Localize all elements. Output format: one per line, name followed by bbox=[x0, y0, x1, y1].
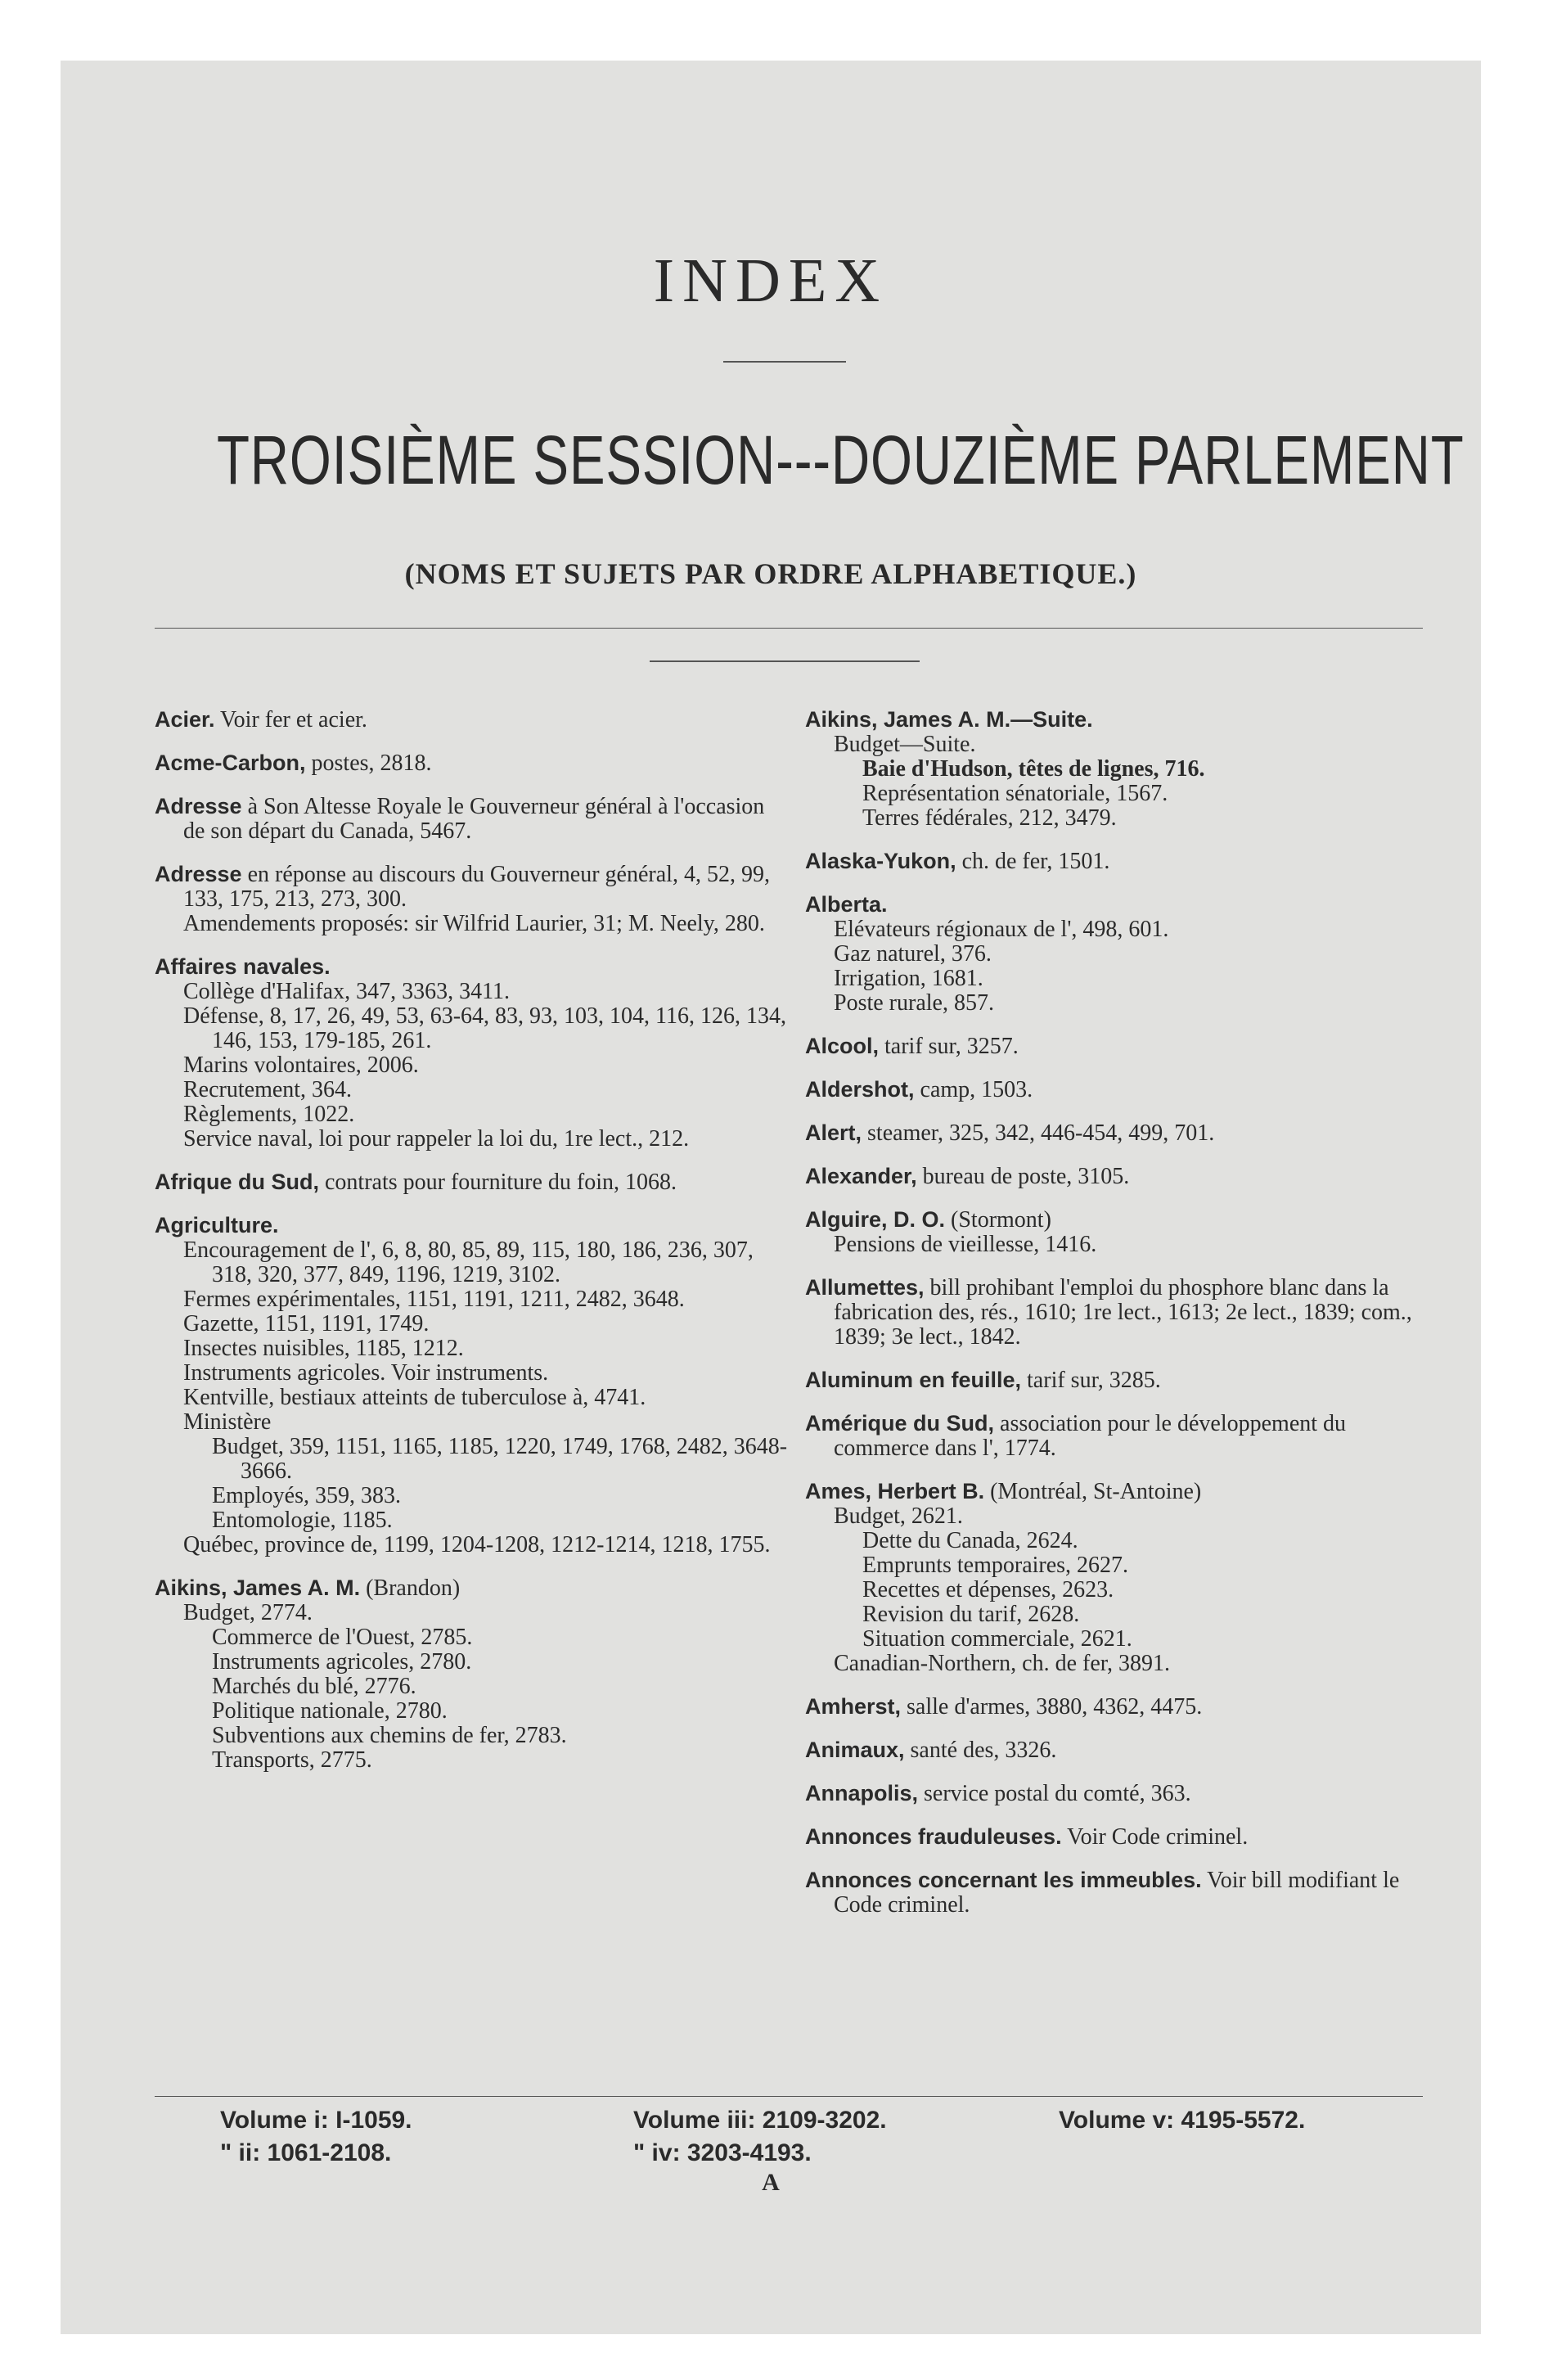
entry-head: Alaska-Yukon, bbox=[805, 849, 956, 873]
index-entry bbox=[805, 1824, 1439, 1850]
index-entry bbox=[155, 1170, 789, 1195]
left-column bbox=[155, 707, 789, 1791]
entry-text: association pour le développement du commerce dans l', 1774. bbox=[834, 1411, 1347, 1461]
entry-heading-line bbox=[805, 1694, 1439, 1720]
index-entry bbox=[805, 892, 1439, 1016]
index-entry bbox=[805, 1034, 1439, 1059]
entry-text: à Son Altesse Royale le Gouverneur général à l'occasion de son départ du Canada, 5467. bbox=[183, 794, 765, 844]
entry-head: Agriculture. bbox=[155, 1213, 279, 1237]
entry-head: Amherst, bbox=[805, 1694, 902, 1719]
entry-subline: Pensions de vieillesse, 1416. bbox=[834, 1232, 1097, 1257]
entry-head: Allumettes, bbox=[805, 1275, 925, 1300]
entry-subline: Règlements, 1022. bbox=[183, 1102, 355, 1127]
entry-heading-line bbox=[155, 707, 789, 732]
entry-heading-line bbox=[155, 1575, 789, 1601]
entry-subline: Subventions aux chemins de fer, 2783. bbox=[212, 1723, 567, 1748]
index-entry bbox=[805, 1738, 1439, 1763]
entry-subline: Revision du tarif, 2628. bbox=[862, 1602, 1080, 1627]
index-entry bbox=[805, 1275, 1439, 1350]
index-title: INDEX bbox=[653, 246, 889, 315]
entry-subline: Dette du Canada, 2624. bbox=[862, 1528, 1078, 1553]
entry-heading-line bbox=[155, 954, 789, 980]
entry-heading-line bbox=[155, 1213, 789, 1238]
entry-head: Alert, bbox=[805, 1120, 862, 1145]
entry-text: tarif sur, 3257. bbox=[879, 1034, 1019, 1059]
entry-head: Affaires navales. bbox=[155, 954, 331, 979]
entry-subline: Poste rurale, 857. bbox=[834, 990, 994, 1016]
entry-subline: Encouragement de l', 6, 8, 80, 85, 89, 115, 180, 186, 236, 307, 318, 320, 377, 849, 1196, 1219, 3102. bbox=[183, 1237, 754, 1287]
volume-5-range: Volume v: 4195-5572. bbox=[1059, 2107, 1306, 2134]
index-entry bbox=[805, 1164, 1439, 1189]
volume-3-range: Volume iii: 2109-3202. bbox=[633, 2107, 887, 2134]
entry-head: Aikins, James A. M. bbox=[155, 1575, 361, 1600]
index-entry bbox=[155, 954, 789, 1152]
entry-heading-line bbox=[805, 1164, 1439, 1189]
entry-heading-line bbox=[805, 1207, 1439, 1233]
entry-subline: Elévateurs régionaux de l', 498, 601. bbox=[834, 917, 1169, 942]
entry-heading-line bbox=[805, 1738, 1439, 1763]
entry-heading-line bbox=[805, 1479, 1439, 1504]
entry-text: en réponse au discours du Gouverneur général, 4, 52, 99, 133, 175, 213, 273, 300. bbox=[183, 862, 770, 912]
entry-heading-line bbox=[155, 1170, 789, 1195]
entry-head: Alberta. bbox=[805, 892, 888, 917]
entry-subline: Transports, 2775. bbox=[212, 1747, 372, 1773]
entry-head: Annapolis, bbox=[805, 1781, 919, 1805]
entry-head: Aldershot, bbox=[805, 1077, 915, 1102]
entry-text: ch. de fer, 1501. bbox=[956, 849, 1110, 874]
entry-text: bill prohibant l'emploi du phosphore blanc dans la fabrication des, rés., 1610; 1re lect., 1613; 2e lect., 1839; com., 1839; 3e lect., 1842. bbox=[834, 1275, 1412, 1350]
index-entry bbox=[805, 1368, 1439, 1393]
entry-subline: Entomologie, 1185. bbox=[212, 1508, 393, 1533]
entry-head: Aikins, James A. M.—Suite. bbox=[805, 707, 1093, 732]
entry-subline: Budget—Suite. bbox=[834, 732, 976, 757]
entry-heading-line bbox=[805, 1077, 1439, 1102]
entry-text: (Stormont) bbox=[945, 1207, 1051, 1233]
entry-subline: Défense, 8, 17, 26, 49, 53, 63-64, 83, 93, 103, 104, 116, 126, 134, 146, 153, 179-185, 261. bbox=[183, 1003, 787, 1053]
entry-head: Alguire, D. O. bbox=[805, 1207, 946, 1232]
entry-head: Animaux, bbox=[805, 1738, 905, 1762]
entry-text: camp, 1503. bbox=[914, 1077, 1033, 1102]
volume-2-range: " ii: 1061-2108. bbox=[220, 2139, 392, 2166]
entry-head: Acme-Carbon, bbox=[155, 751, 306, 775]
entry-subline: Instruments agricoles, 2780. bbox=[212, 1649, 472, 1675]
entry-heading-line bbox=[805, 1034, 1439, 1059]
entry-head: Aluminum en feuille, bbox=[805, 1368, 1022, 1392]
entry-subline: Budget, 359, 1151, 1165, 1185, 1220, 1749, 1768, 2482, 3648-3666. bbox=[212, 1434, 788, 1484]
entry-heading-line bbox=[805, 849, 1439, 874]
entry-text: bureau de poste, 3105. bbox=[916, 1164, 1130, 1189]
entry-head: Annonces concernant les immeubles. bbox=[805, 1868, 1202, 1892]
entry-head: Amérique du Sud, bbox=[805, 1411, 995, 1436]
index-entry bbox=[155, 794, 789, 844]
short-rule-top bbox=[723, 361, 846, 363]
index-entry bbox=[805, 1411, 1439, 1461]
index-entry bbox=[155, 1213, 789, 1557]
index-entry bbox=[805, 1781, 1439, 1806]
entry-subline: Employés, 359, 383. bbox=[212, 1483, 401, 1508]
entry-text: postes, 2818. bbox=[305, 751, 432, 776]
entry-head: Adresse bbox=[155, 862, 242, 886]
entry-heading-line bbox=[805, 1781, 1439, 1806]
entry-text: Voir fer et acier. bbox=[214, 707, 367, 732]
entry-heading-line bbox=[805, 1868, 1439, 1918]
entry-subline: Service naval, loi pour rappeler la loi du, 1re lect., 212. bbox=[183, 1126, 690, 1152]
subtitle: (NOMS ET SUJETS PAR ORDRE ALPHABETIQUE.) bbox=[404, 557, 1137, 590]
entry-heading-line bbox=[155, 751, 789, 776]
entry-subline: Terres fédérales, 212, 3479. bbox=[862, 805, 1117, 831]
entry-heading-line bbox=[805, 1824, 1439, 1850]
entry-subline: Situation commerciale, 2621. bbox=[862, 1626, 1132, 1652]
index-entry bbox=[805, 1077, 1439, 1102]
volume-1-range: Volume i: I-1059. bbox=[220, 2107, 412, 2134]
entry-subline: Gazette, 1151, 1191, 1749. bbox=[183, 1311, 430, 1336]
entry-subline: Budget, 2774. bbox=[183, 1600, 313, 1625]
entry-heading-line bbox=[805, 1411, 1439, 1461]
index-entry bbox=[155, 751, 789, 776]
entry-text: Voir bill modifiant le Code criminel. bbox=[834, 1868, 1400, 1918]
index-entry bbox=[805, 1868, 1439, 1918]
right-column bbox=[805, 707, 1439, 1936]
entry-head: Ames, Herbert B. bbox=[805, 1479, 985, 1503]
short-rule-mid bbox=[650, 660, 920, 662]
index-entry bbox=[155, 862, 789, 936]
entry-head: Alcool, bbox=[805, 1034, 880, 1058]
index-entry bbox=[805, 1207, 1439, 1257]
index-entry bbox=[155, 707, 789, 732]
entry-text: steamer, 325, 342, 446-454, 499, 701. bbox=[862, 1120, 1215, 1146]
entry-subline: Commerce de l'Ouest, 2785. bbox=[212, 1625, 473, 1650]
entry-head: Adresse bbox=[155, 794, 242, 818]
entry-heading-line bbox=[155, 862, 789, 912]
entry-head: Alexander, bbox=[805, 1164, 917, 1188]
index-entry bbox=[805, 1120, 1439, 1146]
entry-subline: Recrutement, 364. bbox=[183, 1077, 353, 1102]
entry-subline: Kentville, bestiaux atteints de tuberculose à, 4741. bbox=[183, 1385, 646, 1410]
index-entry bbox=[805, 1479, 1439, 1676]
entry-text: service postal du comté, 363. bbox=[918, 1781, 1191, 1806]
entry-heading-line bbox=[155, 794, 789, 844]
entry-subline: Marchés du blé, 2776. bbox=[212, 1674, 416, 1699]
index-entry bbox=[805, 849, 1439, 874]
entry-heading-line bbox=[805, 1368, 1439, 1393]
page-letter: A bbox=[762, 2169, 780, 2196]
entry-subline: Marins volontaires, 2006. bbox=[183, 1053, 419, 1078]
entry-text: salle d'armes, 3880, 4362, 4475. bbox=[901, 1694, 1203, 1720]
entry-subline: Emprunts temporaires, 2627. bbox=[862, 1553, 1129, 1578]
entry-head: Afrique du Sud, bbox=[155, 1170, 319, 1194]
footer-rule bbox=[155, 2096, 1423, 2097]
entry-heading-line bbox=[805, 707, 1439, 732]
index-entry bbox=[155, 1575, 789, 1773]
long-rule bbox=[155, 628, 1423, 629]
entry-subline: Représentation sénatoriale, 1567. bbox=[862, 781, 1168, 806]
entry-text: (Montréal, St-Antoine) bbox=[984, 1479, 1202, 1504]
entry-head: Acier. bbox=[155, 707, 215, 732]
document-page bbox=[61, 61, 1481, 2334]
index-entry bbox=[805, 1694, 1439, 1720]
entry-text: (Brandon) bbox=[360, 1575, 461, 1601]
entry-subline: Politique nationale, 2780. bbox=[212, 1698, 448, 1724]
entry-heading-line bbox=[805, 892, 1439, 917]
entry-subline: Collège d'Halifax, 347, 3363, 3411. bbox=[183, 979, 511, 1004]
entry-subline: Gaz naturel, 376. bbox=[834, 941, 992, 967]
volume-4-range: " iv: 3203-4193. bbox=[633, 2139, 812, 2166]
entry-subline: Canadian-Northern, ch. de fer, 3891. bbox=[834, 1651, 1170, 1676]
entry-subline: Baie d'Hudson, têtes de lignes, 716. bbox=[862, 756, 1205, 782]
entry-subline: Amendements proposés: sir Wilfrid Laurier, 31; M. Neely, 280. bbox=[183, 911, 765, 936]
entry-subline: Fermes expérimentales, 1151, 1191, 1211, 2482, 3648. bbox=[183, 1287, 685, 1312]
entry-text: contrats pour fourniture du foin, 1068. bbox=[318, 1170, 677, 1195]
entry-text: santé des, 3326. bbox=[904, 1738, 1057, 1763]
entry-text: Voir Code criminel. bbox=[1061, 1824, 1249, 1850]
entry-subline: Insectes nuisibles, 1185, 1212. bbox=[183, 1336, 464, 1361]
index-entry bbox=[805, 707, 1439, 831]
entry-subline: Ministère bbox=[183, 1409, 272, 1435]
entry-text: tarif sur, 3285. bbox=[1021, 1368, 1161, 1393]
main-title: TROISIÈME SESSION---DOUZIÈME PARLEMENT bbox=[216, 421, 1465, 498]
entry-heading-line bbox=[805, 1275, 1439, 1350]
entry-subline: Recettes et dépenses, 2623. bbox=[862, 1577, 1114, 1602]
entry-subline: Instruments agricoles. Voir instruments. bbox=[183, 1360, 549, 1386]
entry-head: Annonces frauduleuses. bbox=[805, 1824, 1062, 1849]
entry-subline: Québec, province de, 1199, 1204-1208, 1212-1214, 1218, 1755. bbox=[183, 1532, 771, 1557]
entry-subline: Irrigation, 1681. bbox=[834, 966, 983, 991]
entry-subline: Budget, 2621. bbox=[834, 1503, 963, 1529]
entry-heading-line bbox=[805, 1120, 1439, 1146]
